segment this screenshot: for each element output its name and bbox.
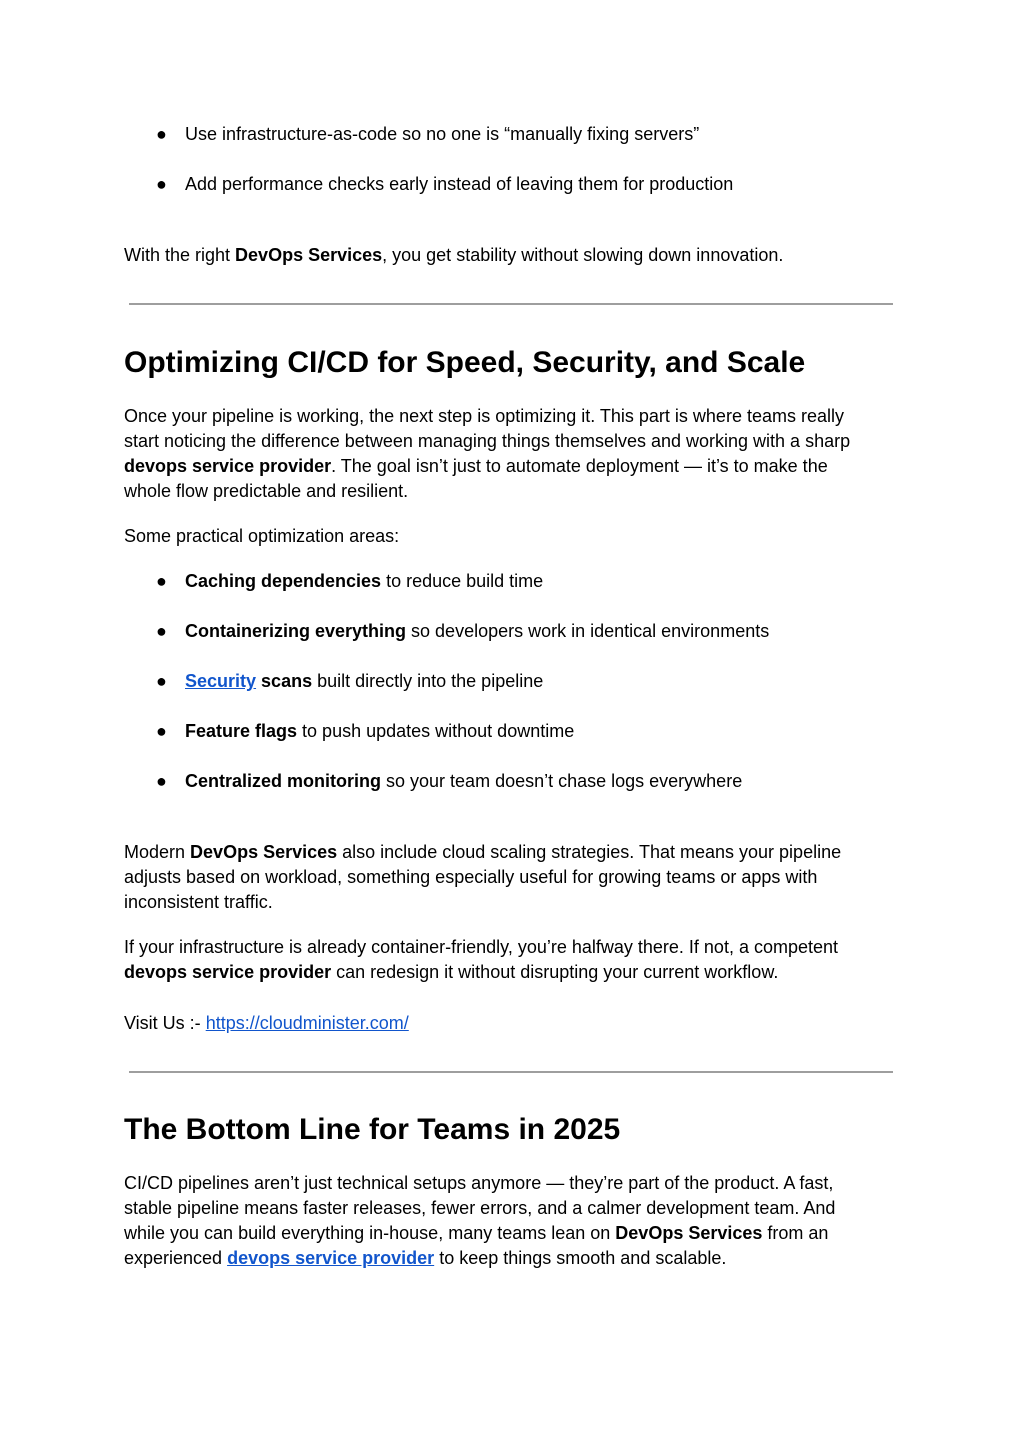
website-link[interactable]: https://cloudminister.com/ (205, 1013, 409, 1033)
devops-provider-link[interactable]: devops service provider (227, 1248, 435, 1268)
horizontal-rule (129, 1071, 893, 1073)
security-link[interactable]: Security (185, 671, 257, 691)
bullet-icon: ● (156, 721, 167, 741)
bullet-icon: ● (156, 621, 167, 641)
bullet-icon: ● (156, 671, 167, 691)
bullet-icon: ● (156, 771, 167, 791)
paragraph-modern: Modern DevOps Services also include cloud scaling strategies. That means your pipeline adjusts based on workload, something especially useful for growing teams or apps with inconsistent traffic. (124, 842, 842, 912)
paragraph-intro: Once your pipeline is working, the next step is optimizing it. This part is where teams really start noticing the difference between managing things themselves and working with a sharp devops service provider. The goal isn’t just to automate deployment — it’s to make the whole flow predictable and resilient. (124, 406, 851, 501)
paragraph-container: If your infrastructure is already container-friendly, you’re halfway there. If not, a competent devops service provider can redesign it without disrupting your current workflow. (124, 937, 839, 982)
section-heading: Optimizing CI/CD for Speed, Security, and Scale (124, 346, 806, 379)
section-heading: The Bottom Line for Teams in 2025 (124, 1113, 621, 1146)
paragraph-areas-label: Some practical optimization areas: (124, 526, 400, 546)
horizontal-rule (129, 303, 893, 305)
bullet-icon: ● (156, 124, 167, 144)
bullet-icon: ● (156, 571, 167, 591)
paragraph-visit: Visit Us :- https://cloudminister.com/ (124, 1013, 409, 1033)
bullet-icon: ● (156, 174, 167, 194)
paragraph-stability: With the right DevOps Services, you get stability without slowing down innovation. (124, 245, 784, 265)
paragraph-bottom-line: CI/CD pipelines aren’t just technical setups anymore — they’re part of the product. A fast, stable pipeline means faster releases, fewer errors, and a calmer development team. And while you can build everything in-house, many teams lean on DevOps Services from an experienced devops service provider to keep things smooth and scalable. (124, 1173, 836, 1268)
